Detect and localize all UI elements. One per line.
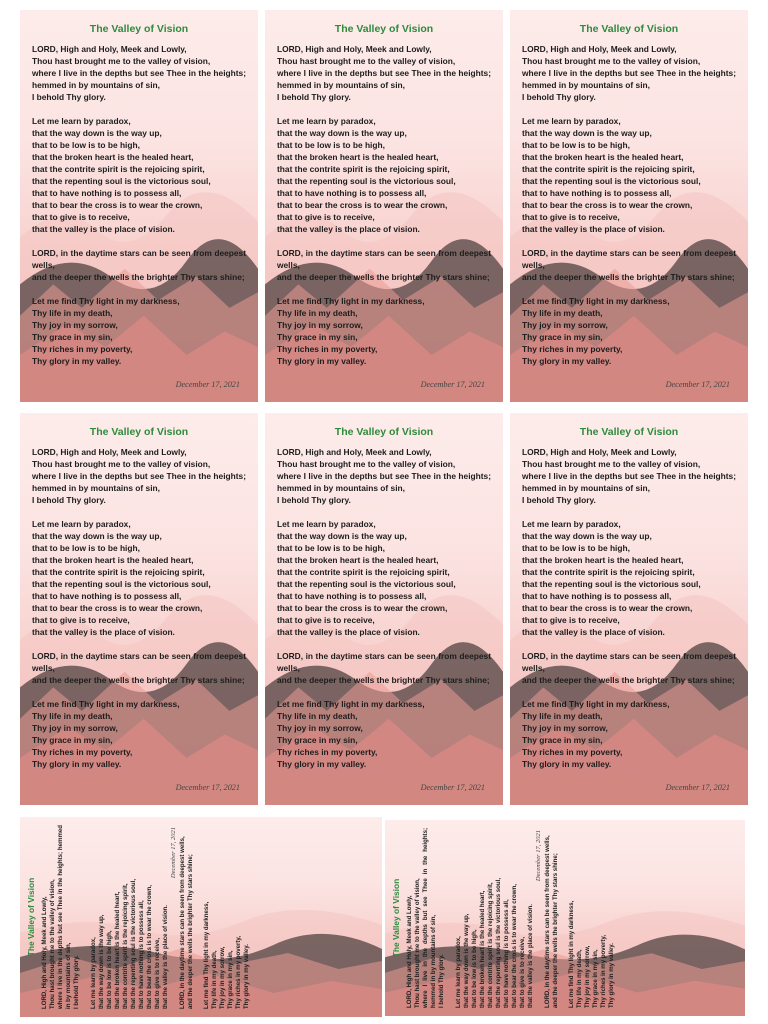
poem-line: that to be low is to be high,	[32, 543, 140, 553]
poem-line: LORD, in the daytime stars can be seen from deepest wells,	[32, 651, 246, 673]
poem-line: Thy joy in my sorrow,	[522, 723, 608, 733]
poem-line: Thy riches in my poverty,	[600, 934, 608, 1008]
poem-line: that the valley is the place of vision.	[277, 627, 420, 637]
poem-line: that to bear the cross is to wear the crown,	[277, 200, 448, 210]
poem-line: that the way down is the way up,	[97, 914, 105, 1009]
card-content	[510, 413, 748, 805]
stanza-gap	[32, 103, 246, 115]
poem-line: that the broken heart is the healed heart,	[32, 555, 194, 565]
poem-line: I behold Thy glory.	[522, 495, 596, 505]
poem-line: that to bear the cross is to wear the crown,	[32, 603, 203, 613]
poem-card	[510, 413, 748, 805]
poem-line: that the broken heart is the healed heart,	[113, 891, 121, 1009]
poem-line: that the way down is the way up,	[277, 531, 407, 541]
poem-line: LORD, in the daytime stars can be seen from deepest wells,	[178, 836, 186, 1009]
poem-body	[32, 446, 246, 770]
poem-line: that to have nothing is to possess all,	[32, 188, 182, 198]
stanza-gap	[81, 825, 89, 1009]
poem-date: December 17, 2021	[175, 380, 240, 389]
stanza-gap	[277, 235, 491, 247]
poem-line: Thy glory in my valley.	[522, 759, 612, 769]
poem-line: Thy glory in my valley.	[277, 356, 367, 366]
poem-line: Thy life in my death,	[32, 308, 113, 318]
poem-card	[265, 413, 503, 805]
poem-line: that to give is to receive,	[277, 615, 375, 625]
poem-line: Thy life in my death,	[210, 950, 218, 1009]
poem-line: that the repenting soul is the victorious soul,	[522, 579, 701, 589]
poem-line: and the deeper the wells the brighter Thy stars shine;	[277, 272, 490, 282]
poem-line: that the way down is the way up,	[32, 128, 162, 138]
stanza-gap	[195, 825, 203, 1009]
poem-line: that the contrite spirit is the rejoicing spirit,	[32, 567, 205, 577]
poem-line: Let me find Thy light in my darkness,	[567, 900, 575, 1008]
poem-line: Thou hast brought me to the valley of vision,	[32, 56, 211, 66]
poem-line: LORD, High and Holy, Meek and Lowly,	[522, 447, 677, 457]
poem-line: that to be low is to be high,	[522, 140, 630, 150]
poem-body	[522, 446, 736, 770]
poem-body	[406, 828, 616, 1008]
poem-line: LORD, in the daytime stars can be seen from deepest wells,	[277, 248, 491, 270]
poem-line: that the broken heart is the healed heart,	[277, 555, 439, 565]
poem-line: that the broken heart is the healed heart,	[522, 555, 684, 565]
poem-line: Let me find Thy light in my darkness,	[277, 296, 425, 306]
poem-date: December 17, 2021	[420, 783, 485, 792]
poem-line: and the deeper the wells the brighter Thy stars shine;	[522, 272, 735, 282]
poem-body	[32, 43, 246, 367]
poem-line: that the broken heart is the healed heart,	[32, 152, 194, 162]
poem-line: that the valley is the place of vision.	[527, 904, 535, 1008]
poem-line: that to be low is to be high,	[470, 929, 478, 1008]
poem-line: where I live in the depths but see Thee in the heights; hemmed in by mountains of sin,	[422, 828, 438, 1008]
poem-line: that to have nothing is to possess all,	[277, 591, 427, 601]
poem-line: Let me learn by paradox,	[89, 937, 97, 1009]
poem-line: that the repenting soul is the victorious soul,	[522, 176, 701, 186]
poem-line: Let me find Thy light in my darkness,	[522, 699, 670, 709]
poem-line: I behold Thy glory.	[73, 955, 81, 1009]
poem-date: December 17, 2021	[665, 783, 730, 792]
poem-line: that the valley is the place of vision.	[277, 224, 420, 234]
poem-line: and the deeper the wells the brighter Thy stars shine;	[186, 854, 194, 1009]
poem-line: Thy glory in my valley.	[608, 943, 616, 1008]
card-content	[510, 10, 748, 402]
stanza-gap	[560, 828, 568, 1008]
poem-line: Thy riches in my poverty,	[277, 747, 378, 757]
poem-line: Thy joy in my sorrow,	[277, 320, 363, 330]
stanza-gap	[522, 283, 736, 295]
stanza-gap	[32, 686, 246, 698]
poem-line: that the repenting soul is the victorious soul,	[277, 579, 456, 589]
card-content	[20, 10, 258, 402]
poem-line: LORD, High and Holy, Meek and Lowly,	[32, 447, 187, 457]
poem-line: that to have nothing is to possess all,	[503, 899, 511, 1008]
poem-line: Thou hast brought me to the valley of vision,	[32, 459, 211, 469]
poem-line: Thy life in my death,	[277, 308, 358, 318]
poem-line: that the contrite spirit is the rejoicing spirit,	[522, 164, 695, 174]
stanza-gap	[277, 686, 491, 698]
stanza-gap	[32, 638, 246, 650]
poem-line: Thy life in my death,	[522, 711, 603, 721]
poem-card	[385, 820, 745, 1016]
stanza-gap	[32, 506, 246, 518]
poem-line: Thy glory in my valley.	[277, 759, 367, 769]
stanza-gap	[277, 283, 491, 295]
poem-line: that the contrite spirit is the rejoicing spirit,	[277, 567, 450, 577]
poem-line: that to be low is to be high,	[522, 543, 630, 553]
poem-card	[510, 10, 748, 402]
poem-line: Thy joy in my sorrow,	[277, 723, 363, 733]
card-content	[265, 10, 503, 402]
poem-line: Let me learn by paradox,	[454, 936, 462, 1008]
poem-line: where I live in the depths but see Thee in the heights; hemmed in by mountains of sin,	[57, 825, 73, 1009]
poem-line: that to have nothing is to possess all,	[32, 591, 182, 601]
poem-line: that the broken heart is the healed heart,	[522, 152, 684, 162]
poem-line: LORD, in the daytime stars can be seen from deepest wells,	[32, 248, 246, 270]
poem-line: Thou hast brought me to the valley of vision,	[522, 56, 701, 66]
card-content	[265, 413, 503, 805]
poem-line: that the contrite spirit is the rejoicing spirit,	[32, 164, 205, 174]
poem-line: Thy grace in my sin,	[277, 332, 358, 342]
poem-line: Thy glory in my valley.	[32, 356, 122, 366]
poem-line: LORD, High and Holy, Meek and Lowly,	[41, 896, 48, 1009]
poem-line: Thy joy in my sorrow,	[219, 946, 227, 1009]
poem-line: that the repenting soul is the victorious soul,	[277, 176, 456, 186]
stanza-gap	[522, 103, 736, 115]
stanza-gap	[277, 103, 491, 115]
poem-line: where I live in the depths but see Thee in the heights; hemmed in by mountains of sin,	[277, 471, 491, 493]
poem-line: Let me find Thy light in my darkness,	[202, 901, 210, 1009]
poem-line: Thy life in my death,	[575, 949, 583, 1008]
poem-line: LORD, in the daytime stars can be seen from deepest wells,	[522, 651, 736, 673]
poem-line: that to be low is to be high,	[105, 930, 113, 1009]
poem-line: Thy life in my death,	[277, 711, 358, 721]
stanza-gap	[522, 686, 736, 698]
poem-title: The Valley of Vision	[89, 426, 189, 438]
poem-line: Let me find Thy light in my darkness,	[522, 296, 670, 306]
poem-line: that to have nothing is to possess all,	[138, 900, 146, 1009]
poem-line: that the valley is the place of vision.	[32, 627, 175, 637]
poem-line: LORD, High and Holy, Meek and Lowly,	[406, 895, 413, 1008]
poem-line: that the contrite spirit is the rejoicing spirit,	[486, 882, 494, 1008]
poem-line: that to give is to receive,	[277, 212, 375, 222]
poem-line: where I live in the depths but see Thee in the heights; hemmed in by mountains of sin,	[277, 68, 491, 90]
poem-line: I behold Thy glory.	[438, 954, 446, 1008]
poem-card	[20, 817, 382, 1017]
poem-line: Thy riches in my poverty,	[32, 344, 133, 354]
poem-line: Thy riches in my poverty,	[235, 935, 243, 1009]
poem-line: I behold Thy glory.	[522, 92, 596, 102]
poem-line: and the deeper the wells the brighter Thy stars shine;	[32, 675, 245, 685]
poem-title: The Valley of Vision	[89, 23, 189, 35]
stanza-gap	[446, 828, 454, 1008]
poem-line: LORD, High and Holy, Meek and Lowly,	[522, 44, 677, 54]
poem-line: Thy riches in my poverty,	[522, 344, 623, 354]
poem-line: and the deeper the wells the brighter Thy stars shine;	[551, 853, 559, 1008]
poem-line: that to bear the cross is to wear the crown,	[511, 884, 519, 1008]
poem-line: that the contrite spirit is the rejoicing spirit,	[121, 883, 129, 1009]
poem-line: that to give is to receive,	[522, 212, 620, 222]
poem-line: LORD, High and Holy, Meek and Lowly,	[32, 44, 187, 54]
poem-title: The Valley of Vision	[579, 426, 679, 438]
poem-line: Thy joy in my sorrow,	[584, 945, 592, 1008]
poem-line: that the valley is the place of vision.	[162, 905, 170, 1009]
poem-date: December 17, 2021	[175, 783, 240, 792]
poem-line: and the deeper the wells the brighter Thy stars shine;	[522, 675, 735, 685]
poem-line: that the valley is the place of vision.	[32, 224, 175, 234]
poem-date: December 17, 2021	[420, 380, 485, 389]
poem-line: that the repenting soul is the victorious soul,	[32, 579, 211, 589]
poem-line: Thou hast brought me to the valley of vision,	[277, 459, 456, 469]
poem-line: Thy glory in my valley.	[522, 356, 612, 366]
poem-line: that to bear the cross is to wear the crown,	[522, 200, 693, 210]
poem-line: that to give is to receive,	[32, 212, 130, 222]
poem-line: that the way down is the way up,	[462, 913, 470, 1008]
poem-date: December 17, 2021	[170, 827, 177, 879]
poem-line: that the broken heart is the healed heart,	[478, 890, 486, 1008]
poem-body	[277, 446, 491, 770]
poem-line: that to be low is to be high,	[277, 140, 385, 150]
poem-body	[41, 825, 251, 1009]
poem-line: Thou hast brought me to the valley of vision,	[277, 56, 456, 66]
poem-line: that to give is to receive,	[154, 937, 162, 1009]
poem-line: I behold Thy glory.	[32, 92, 106, 102]
poem-line: Let me learn by paradox,	[277, 116, 376, 126]
poem-line: that to have nothing is to possess all,	[522, 188, 672, 198]
poem-body	[522, 43, 736, 367]
poem-line: Thy grace in my sin,	[592, 949, 600, 1008]
poem-line: and the deeper the wells the brighter Thy stars shine;	[32, 272, 245, 282]
poem-line: Thy grace in my sin,	[522, 332, 603, 342]
poem-line: Let me find Thy light in my darkness,	[32, 296, 180, 306]
poem-line: Let me find Thy light in my darkness,	[32, 699, 180, 709]
poem-line: LORD, High and Holy, Meek and Lowly,	[277, 447, 432, 457]
poem-line: Thy joy in my sorrow,	[522, 320, 608, 330]
poem-line: that to have nothing is to possess all,	[277, 188, 427, 198]
poem-line: that the contrite spirit is the rejoicing spirit,	[522, 567, 695, 577]
poem-line: where I live in the depths but see Thee in the heights; hemmed in by mountains of sin,	[32, 68, 246, 90]
poem-line: Thou hast brought me to the valley of vision,	[522, 459, 701, 469]
poem-line: Thy grace in my sin,	[32, 332, 113, 342]
poem-line: where I live in the depths but see Thee in the heights; hemmed in by mountains of sin,	[32, 471, 246, 493]
poem-date: December 17, 2021	[665, 380, 730, 389]
poem-line: LORD, in the daytime stars can be seen from deepest wells,	[543, 835, 551, 1008]
stanza-gap	[32, 283, 246, 295]
poem-line: Let me learn by paradox,	[32, 116, 131, 126]
poem-line: Let me find Thy light in my darkness,	[277, 699, 425, 709]
poem-line: that the way down is the way up,	[522, 531, 652, 541]
poem-line: that the repenting soul is the victorious soul,	[32, 176, 211, 186]
poem-line: and the deeper the wells the brighter Thy stars shine;	[277, 675, 490, 685]
poem-line: I behold Thy glory.	[277, 495, 351, 505]
poem-line: that the way down is the way up,	[277, 128, 407, 138]
poem-line: Let me learn by paradox,	[522, 519, 621, 529]
poem-card	[20, 10, 258, 402]
poem-body	[277, 43, 491, 367]
poem-line: Thy grace in my sin,	[227, 950, 235, 1009]
poem-line: Thy glory in my valley.	[32, 759, 122, 769]
poem-line: that the broken heart is the healed heart,	[277, 152, 439, 162]
poem-title: The Valley of Vision	[334, 426, 434, 438]
poem-line: Thy life in my death,	[522, 308, 603, 318]
card-content	[20, 817, 382, 1017]
poem-card	[265, 10, 503, 402]
poem-line: Let me learn by paradox,	[277, 519, 376, 529]
poem-line: Thy grace in my sin,	[522, 735, 603, 745]
poem-line: Thy life in my death,	[32, 711, 113, 721]
poem-line: Thy riches in my poverty,	[277, 344, 378, 354]
stanza-gap	[522, 638, 736, 650]
poem-line: that the repenting soul is the victorious soul,	[495, 877, 503, 1008]
poem-line: that to give is to receive,	[522, 615, 620, 625]
poem-line: where I live in the depths but see Thee in the heights; hemmed in by mountains of sin,	[522, 68, 736, 90]
poem-line: Thou hast brought me to the valley of vision,	[414, 878, 422, 1008]
poem-line: Thy riches in my poverty,	[32, 747, 133, 757]
poem-line: Let me learn by paradox,	[522, 116, 621, 126]
poem-line: that to bear the cross is to wear the crown,	[32, 200, 203, 210]
poem-title: The Valley of Vision	[391, 878, 401, 958]
poem-line: Thy joy in my sorrow,	[32, 723, 118, 733]
poem-line: that to bear the cross is to wear the crown,	[277, 603, 448, 613]
poem-line: that to be low is to be high,	[32, 140, 140, 150]
stanza-gap	[32, 235, 246, 247]
card-content	[385, 820, 745, 1016]
poem-line: I behold Thy glory.	[277, 92, 351, 102]
poem-date: December 17, 2021	[535, 830, 542, 882]
poem-line: Thy grace in my sin,	[277, 735, 358, 745]
poem-line: LORD, in the daytime stars can be seen from deepest wells,	[522, 248, 736, 270]
stanza-gap	[522, 506, 736, 518]
stanza-gap	[277, 506, 491, 518]
poem-title: The Valley of Vision	[579, 23, 679, 35]
poem-line: Thy joy in my sorrow,	[32, 320, 118, 330]
poem-line: where I live in the depths but see Thee in the heights; hemmed in by mountains of sin,	[522, 471, 736, 493]
card-content	[20, 413, 258, 805]
stanza-gap	[522, 235, 736, 247]
poem-line: Thy glory in my valley.	[243, 944, 251, 1009]
poem-line: that to give is to receive,	[519, 936, 527, 1008]
poem-title: The Valley of Vision	[26, 877, 36, 957]
poem-line: that the way down is the way up,	[522, 128, 652, 138]
poem-line: that the way down is the way up,	[32, 531, 162, 541]
poem-line: that to be low is to be high,	[277, 543, 385, 553]
stanza-gap	[277, 638, 491, 650]
poem-line: that to bear the cross is to wear the crown,	[522, 603, 693, 613]
poem-line: that the valley is the place of vision.	[522, 627, 665, 637]
poem-line: that the valley is the place of vision.	[522, 224, 665, 234]
poem-line: that to bear the cross is to wear the crown,	[146, 885, 154, 1009]
poem-line: Thou hast brought me to the valley of vision,	[49, 879, 57, 1009]
poem-title: The Valley of Vision	[334, 23, 434, 35]
poem-line: Thy grace in my sin,	[32, 735, 113, 745]
poem-line: that the contrite spirit is the rejoicing spirit,	[277, 164, 450, 174]
poem-line: that the repenting soul is the victorious soul,	[130, 878, 138, 1009]
poem-line: that to give is to receive,	[32, 615, 130, 625]
poem-line: I behold Thy glory.	[32, 495, 106, 505]
poem-line: Thy riches in my poverty,	[522, 747, 623, 757]
poem-line: LORD, High and Holy, Meek and Lowly,	[277, 44, 432, 54]
poem-line: that to have nothing is to possess all,	[522, 591, 672, 601]
poem-card	[20, 413, 258, 805]
poem-line: Let me learn by paradox,	[32, 519, 131, 529]
poem-line: LORD, in the daytime stars can be seen from deepest wells,	[277, 651, 491, 673]
